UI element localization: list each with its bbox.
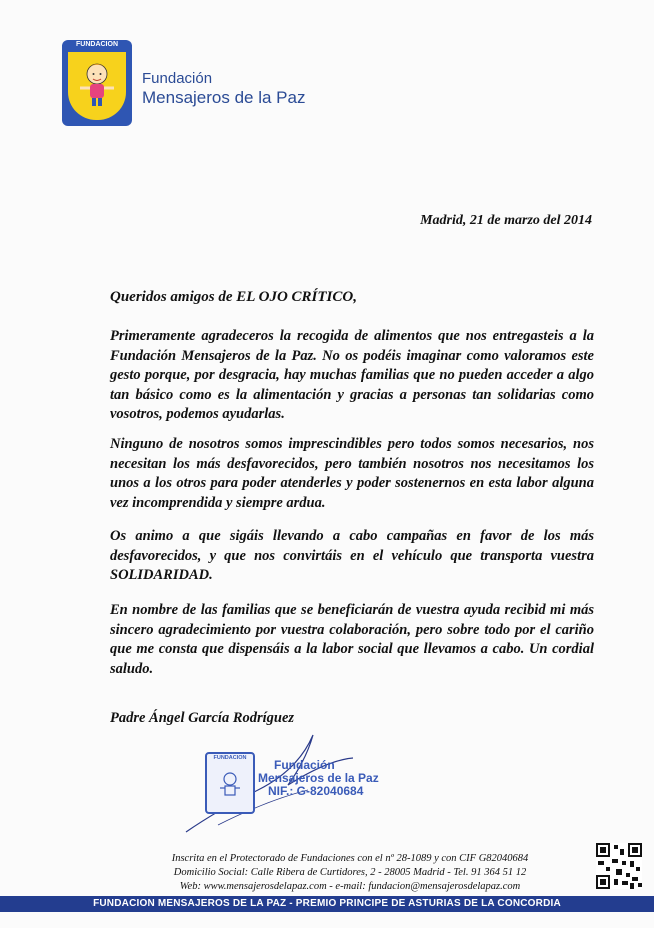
organization-name xyxy=(142,70,305,108)
footer-contact: Web: www.mensajerosdelapaz.com - e-mail: fundacion@mensajerosdelapaz.com xyxy=(179,881,521,892)
footer-registration: Inscrita en el Protectorado de Fundaciones con el nº 28-1089 y con CIF G82040684 xyxy=(171,853,529,864)
org-name-line1: Fundación xyxy=(142,70,213,87)
qr-code-icon xyxy=(596,843,642,889)
signer-name: Padre Ángel García Rodríguez xyxy=(110,710,295,726)
letter-greeting: Queridos amigos de EL OJO CRÍTICO, xyxy=(110,289,357,305)
stamp-line-3: NIF.: G-82040684 xyxy=(268,784,364,798)
stamp-logo xyxy=(205,752,255,814)
letter-paragraph-2: Ninguno de nosotros somos imprescindibles pero todos somos necesarios, nos necesitan los más desfavorecidos, pero también nosotros nos necesitamos los unos a los otros para poder atenderles y poder sostenernos en esta labor alguna vez incomprendida y siempre ardua. xyxy=(110,436,594,511)
stamp-child-icon xyxy=(219,770,241,800)
foundation-logo xyxy=(62,40,132,126)
stamp-line-2: Mensajeros de la Paz xyxy=(258,771,379,785)
letter-paragraph-1: Primeramente agradeceros la recogida de alimentos que nos entregasteis a la Fundación Mensajeros de la Paz. No os podéis imaginar como valoramos este gesto porque, por desgracia, hay muchas familias que no pueden acceder a algo tan básico como es la alimentación y gracias a personas tan solidarias como vosotros, podemos ayudarlas. xyxy=(110,328,594,422)
letter-paragraph-4: En nombre de las familias que se beneficiarán de vuestra ayuda recibid mi más sincero agradecimiento por vuestra colaboración, pero sobre todo por el cariño que me consta que dispensáis a la labor social que llevamos a cabo. Un cordial saludo. xyxy=(110,602,594,677)
stamp-text xyxy=(258,759,379,798)
logo-top-text: FUNDACION xyxy=(76,41,118,48)
letter-paragraph-3: Os animo a que sigáis llevando a cabo campañas en favor de los más desfavorecidos, y que nos convirtáis en el vehículo que transporta vuestra SOLIDARIDAD. xyxy=(110,528,594,583)
footer-address: Domicilio Social: Calle Ribera de Curtidores, 2 - 28005 Madrid - Tel. 91 364 51 12 xyxy=(173,867,527,878)
child-figure-icon xyxy=(68,52,126,120)
stamp-line-1: Fundación xyxy=(274,758,335,772)
footer-info xyxy=(140,852,560,894)
org-name-line2: Mensajeros de la Paz xyxy=(142,88,306,107)
footer-award-bar: FUNDACION MENSAJEROS DE LA PAZ - PREMIO PRINCIPE DE ASTURIAS DE LA CONCORDIA xyxy=(0,896,654,912)
letter-date: Madrid, 21 de marzo del 2014 xyxy=(420,213,592,228)
stamp-logo-text: FUNDACION xyxy=(213,755,247,761)
